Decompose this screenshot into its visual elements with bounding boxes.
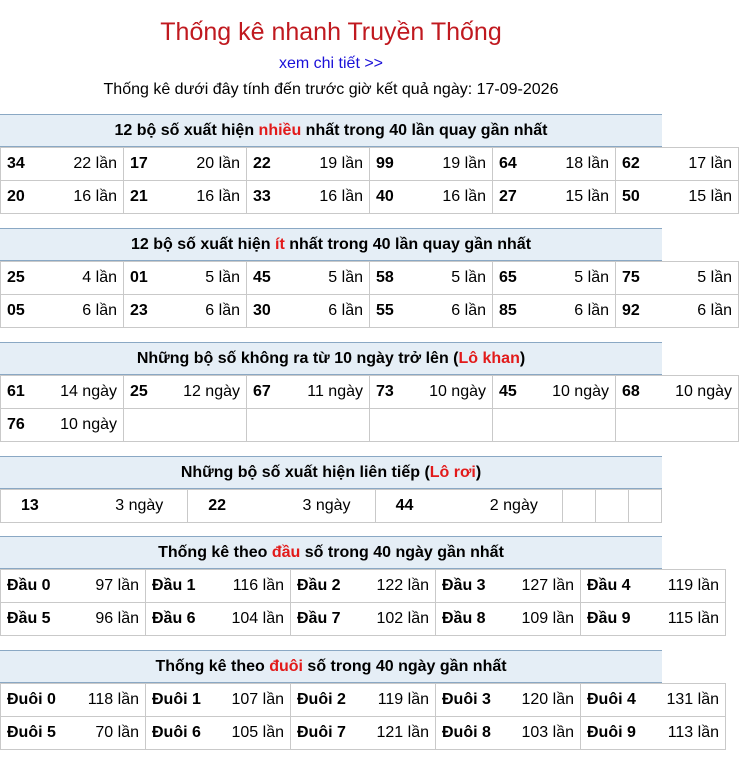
stat-value: 113 lần bbox=[667, 724, 719, 741]
empty-cell bbox=[247, 409, 370, 442]
section-most-frequent bbox=[0, 114, 732, 214]
stat-key: 61 bbox=[7, 383, 25, 400]
title-part: ) bbox=[519, 350, 526, 367]
stat-value: 10 ngày bbox=[60, 416, 117, 433]
title-part: số trong 40 ngày gần nhất bbox=[302, 658, 507, 675]
stats-table bbox=[0, 261, 739, 328]
stat-value: 20 lần bbox=[196, 155, 240, 172]
stat-key: 55 bbox=[376, 302, 394, 319]
stat-value: 5 lần bbox=[697, 269, 732, 286]
table-row bbox=[1, 148, 739, 181]
stat-cell bbox=[124, 376, 247, 409]
stat-cell bbox=[1, 376, 124, 409]
section-title bbox=[0, 456, 662, 489]
stat-value: 121 lần bbox=[376, 724, 429, 741]
stat-key: 22 bbox=[253, 155, 271, 172]
stat-cell bbox=[493, 262, 616, 295]
stat-value: 16 lần bbox=[73, 188, 117, 205]
stat-cell bbox=[370, 148, 493, 181]
title-part: nhiều bbox=[258, 122, 302, 139]
stat-cell bbox=[436, 717, 581, 750]
stat-value: 104 lần bbox=[231, 610, 284, 627]
detail-link[interactable]: xem chi tiết >> bbox=[278, 55, 384, 72]
stat-cell bbox=[436, 603, 581, 636]
stat-value: 6 lần bbox=[82, 302, 117, 319]
stat-key: Đuôi 2 bbox=[297, 691, 346, 708]
stat-value: 12 ngày bbox=[183, 383, 240, 400]
table-row bbox=[1, 603, 726, 636]
stat-key: Đầu 4 bbox=[587, 577, 631, 594]
stat-cell bbox=[1, 295, 124, 328]
stat-cell bbox=[375, 490, 562, 523]
stat-value: 6 lần bbox=[205, 302, 240, 319]
section-title bbox=[0, 228, 662, 261]
stat-key: 85 bbox=[499, 302, 517, 319]
stat-cell bbox=[247, 148, 370, 181]
stat-cell bbox=[1, 262, 124, 295]
section-lo-roi bbox=[0, 456, 662, 523]
stat-cell bbox=[1, 684, 146, 717]
page-subtitle: Thống kê dưới đây tính đến trước giờ kết quả ngày: 17-09-2026 bbox=[103, 81, 559, 98]
stat-cell bbox=[146, 717, 291, 750]
section-duoi bbox=[0, 650, 719, 750]
stat-key: 27 bbox=[499, 188, 517, 205]
stat-value: 16 lần bbox=[319, 188, 363, 205]
stat-value: 103 lần bbox=[521, 724, 574, 741]
title-part: Lô khan bbox=[458, 350, 520, 367]
stat-key: 75 bbox=[622, 269, 640, 286]
stat-key: 30 bbox=[253, 302, 271, 319]
title-part: đuôi bbox=[269, 658, 303, 675]
title-part: ít bbox=[275, 236, 285, 253]
stat-key: Đuôi 3 bbox=[442, 691, 491, 708]
stat-cell bbox=[581, 717, 726, 750]
stat-cell bbox=[291, 717, 436, 750]
stat-key: 99 bbox=[376, 155, 394, 172]
stat-cell bbox=[146, 603, 291, 636]
stat-key: 25 bbox=[130, 383, 148, 400]
stat-cell bbox=[1, 717, 146, 750]
page-header bbox=[0, 17, 662, 100]
stat-key: 01 bbox=[130, 269, 148, 286]
stat-key: 25 bbox=[7, 269, 25, 286]
stat-cell bbox=[146, 570, 291, 603]
stat-key: 92 bbox=[622, 302, 640, 319]
stat-value: 102 lần bbox=[376, 610, 429, 627]
stat-value: 70 lần bbox=[95, 724, 139, 741]
stat-value: 115 lần bbox=[667, 610, 719, 627]
stat-value: 10 ngày bbox=[429, 383, 486, 400]
stats-table bbox=[0, 569, 726, 636]
empty-cell bbox=[370, 409, 493, 442]
stat-value: 10 ngày bbox=[675, 383, 732, 400]
stat-key: 64 bbox=[499, 155, 517, 172]
stat-cell bbox=[247, 376, 370, 409]
stat-value: 5 lần bbox=[205, 269, 240, 286]
stat-cell bbox=[124, 181, 247, 214]
stat-cell bbox=[581, 603, 726, 636]
stat-cell bbox=[370, 295, 493, 328]
stat-cell bbox=[124, 148, 247, 181]
stat-key: 58 bbox=[376, 269, 394, 286]
stat-value: 16 lần bbox=[196, 188, 240, 205]
table-row bbox=[1, 409, 739, 442]
stat-value: 6 lần bbox=[574, 302, 609, 319]
stat-key: Đầu 6 bbox=[152, 610, 196, 627]
table-row bbox=[1, 684, 726, 717]
section-least-frequent bbox=[0, 228, 732, 328]
stat-key: Đuôi 4 bbox=[587, 691, 636, 708]
stat-key: 05 bbox=[7, 302, 25, 319]
stat-key: Đuôi 9 bbox=[587, 724, 636, 741]
stat-key: Đầu 8 bbox=[442, 610, 486, 627]
stat-cell bbox=[581, 684, 726, 717]
stat-cell bbox=[493, 295, 616, 328]
section-title bbox=[0, 342, 662, 375]
stat-key: Đuôi 1 bbox=[152, 691, 201, 708]
stat-cell bbox=[146, 684, 291, 717]
stat-cell bbox=[1, 603, 146, 636]
stat-value: 14 ngày bbox=[60, 383, 117, 400]
stat-key: 21 bbox=[130, 188, 148, 205]
stat-value: 4 lần bbox=[82, 269, 117, 286]
title-part: nhất trong 40 lần quay gần nhất bbox=[301, 122, 548, 139]
stat-value: 3 ngày bbox=[115, 497, 164, 514]
stat-key: Đầu 5 bbox=[7, 610, 51, 627]
stat-key: 44 bbox=[395, 497, 414, 514]
stat-cell bbox=[436, 684, 581, 717]
stat-key: 33 bbox=[253, 188, 271, 205]
empty-cell bbox=[124, 409, 247, 442]
stat-key: 34 bbox=[7, 155, 25, 172]
empty-cell bbox=[628, 490, 661, 523]
stat-value: 96 lần bbox=[95, 610, 139, 627]
stat-cell bbox=[291, 603, 436, 636]
table-row bbox=[1, 376, 739, 409]
stat-value: 5 lần bbox=[328, 269, 363, 286]
stat-cell bbox=[581, 570, 726, 603]
table-row bbox=[1, 262, 739, 295]
stat-cell bbox=[616, 181, 739, 214]
table-row bbox=[1, 570, 726, 603]
stat-cell bbox=[1, 409, 124, 442]
table-row bbox=[1, 295, 739, 328]
title-part: Lô rơi bbox=[429, 464, 476, 481]
stat-key: Đuôi 7 bbox=[297, 724, 346, 741]
stat-value: 15 lần bbox=[688, 188, 732, 205]
title-part: Những bộ số không ra từ 10 ngày trở lên ( bbox=[136, 350, 459, 367]
stat-value: 116 lần bbox=[232, 577, 284, 594]
stat-key: 45 bbox=[253, 269, 271, 286]
stat-key: 73 bbox=[376, 383, 394, 400]
title-part: số trong 40 ngày gần nhất bbox=[300, 544, 504, 561]
stat-value: 5 lần bbox=[451, 269, 486, 286]
stat-cell bbox=[1, 148, 124, 181]
stat-value: 105 lần bbox=[231, 724, 284, 741]
stat-cell bbox=[370, 181, 493, 214]
stats-table bbox=[0, 147, 739, 214]
stat-value: 6 lần bbox=[328, 302, 363, 319]
stat-value: 119 lần bbox=[377, 691, 429, 708]
stat-cell bbox=[291, 684, 436, 717]
stat-value: 6 lần bbox=[451, 302, 486, 319]
section-title bbox=[0, 114, 662, 147]
section-lo-khan bbox=[0, 342, 732, 442]
stat-value: 5 lần bbox=[574, 269, 609, 286]
empty-cell bbox=[616, 409, 739, 442]
stat-key: 76 bbox=[7, 416, 25, 433]
stat-value: 97 lần bbox=[95, 577, 139, 594]
stat-key: 22 bbox=[208, 497, 227, 514]
stat-value: 109 lần bbox=[521, 610, 574, 627]
stat-key: 23 bbox=[130, 302, 148, 319]
stat-cell bbox=[616, 295, 739, 328]
title-part: Thống kê theo bbox=[158, 544, 272, 561]
table-row bbox=[1, 490, 662, 523]
stat-key: 17 bbox=[130, 155, 148, 172]
stat-value: 118 lần bbox=[87, 691, 139, 708]
stat-value: 6 lần bbox=[697, 302, 732, 319]
stat-key: Đầu 0 bbox=[7, 577, 51, 594]
title-part: ) bbox=[475, 464, 482, 481]
stat-value: 17 lần bbox=[688, 155, 732, 172]
stat-value: 11 ngày bbox=[307, 383, 363, 400]
stat-key: 67 bbox=[253, 383, 271, 400]
stat-cell bbox=[370, 262, 493, 295]
stat-value: 2 ngày bbox=[489, 497, 538, 514]
stats-table bbox=[0, 683, 726, 750]
stat-value: 127 lần bbox=[521, 577, 574, 594]
stat-cell bbox=[247, 181, 370, 214]
stat-key: 62 bbox=[622, 155, 640, 172]
stat-value: 16 lần bbox=[442, 188, 486, 205]
stat-value: 15 lần bbox=[565, 188, 609, 205]
stat-cell bbox=[493, 148, 616, 181]
stat-key: Đuôi 5 bbox=[7, 724, 56, 741]
stat-value: 107 lần bbox=[231, 691, 284, 708]
stat-cell bbox=[247, 295, 370, 328]
title-part: 12 bộ số xuất hiện bbox=[130, 236, 275, 253]
stat-key: Đầu 1 bbox=[152, 577, 196, 594]
title-part: Những bộ số xuất hiện liên tiếp ( bbox=[180, 464, 430, 481]
stat-value: 18 lần bbox=[565, 155, 609, 172]
stat-key: Đầu 7 bbox=[297, 610, 341, 627]
title-part: Thống kê theo bbox=[155, 658, 270, 675]
stat-key: 45 bbox=[499, 383, 517, 400]
stat-cell bbox=[124, 262, 247, 295]
title-part: nhất trong 40 lần quay gần nhất bbox=[284, 236, 532, 253]
section-title bbox=[0, 536, 662, 569]
stat-cell bbox=[493, 376, 616, 409]
stat-key: Đuôi 8 bbox=[442, 724, 491, 741]
stat-value: 131 lần bbox=[666, 691, 719, 708]
stat-cell bbox=[1, 490, 188, 523]
title-part: đầu bbox=[271, 544, 301, 561]
stats-table bbox=[0, 375, 739, 442]
stat-value: 22 lần bbox=[73, 155, 117, 172]
empty-cell bbox=[562, 490, 595, 523]
stat-value: 3 ngày bbox=[302, 497, 351, 514]
empty-cell bbox=[493, 409, 616, 442]
stat-cell bbox=[188, 490, 375, 523]
stat-value: 122 lần bbox=[376, 577, 429, 594]
stat-cell bbox=[616, 262, 739, 295]
stat-key: Đuôi 0 bbox=[7, 691, 56, 708]
stat-cell bbox=[1, 570, 146, 603]
stat-key: 20 bbox=[7, 188, 25, 205]
table-row bbox=[1, 181, 739, 214]
stat-cell bbox=[370, 376, 493, 409]
stat-cell bbox=[616, 376, 739, 409]
stat-cell bbox=[1, 181, 124, 214]
section-title bbox=[0, 650, 662, 683]
section-dau bbox=[0, 536, 719, 636]
stat-cell bbox=[493, 181, 616, 214]
stat-key: 65 bbox=[499, 269, 517, 286]
stat-cell bbox=[247, 262, 370, 295]
stat-value: 19 lần bbox=[319, 155, 363, 172]
stat-key: Đầu 2 bbox=[297, 577, 341, 594]
stat-cell bbox=[616, 148, 739, 181]
stat-cell bbox=[291, 570, 436, 603]
table-row bbox=[1, 717, 726, 750]
stat-value: 19 lần bbox=[442, 155, 486, 172]
stat-value: 119 lần bbox=[667, 577, 719, 594]
stats-table bbox=[0, 489, 662, 523]
stat-key: 68 bbox=[622, 383, 640, 400]
title-part: 12 bộ số xuất hiện bbox=[114, 122, 259, 139]
stat-key: Đầu 9 bbox=[587, 610, 631, 627]
stat-value: 10 ngày bbox=[552, 383, 609, 400]
stat-cell bbox=[124, 295, 247, 328]
stat-key: 40 bbox=[376, 188, 394, 205]
stat-value: 120 lần bbox=[521, 691, 574, 708]
stat-cell bbox=[436, 570, 581, 603]
stat-key: Đầu 3 bbox=[442, 577, 486, 594]
stat-key: Đuôi 6 bbox=[152, 724, 201, 741]
stat-key: 50 bbox=[622, 188, 640, 205]
page-title: Thống kê nhanh Truyền Thống bbox=[160, 18, 502, 46]
empty-cell bbox=[595, 490, 628, 523]
stat-key: 13 bbox=[21, 497, 39, 514]
